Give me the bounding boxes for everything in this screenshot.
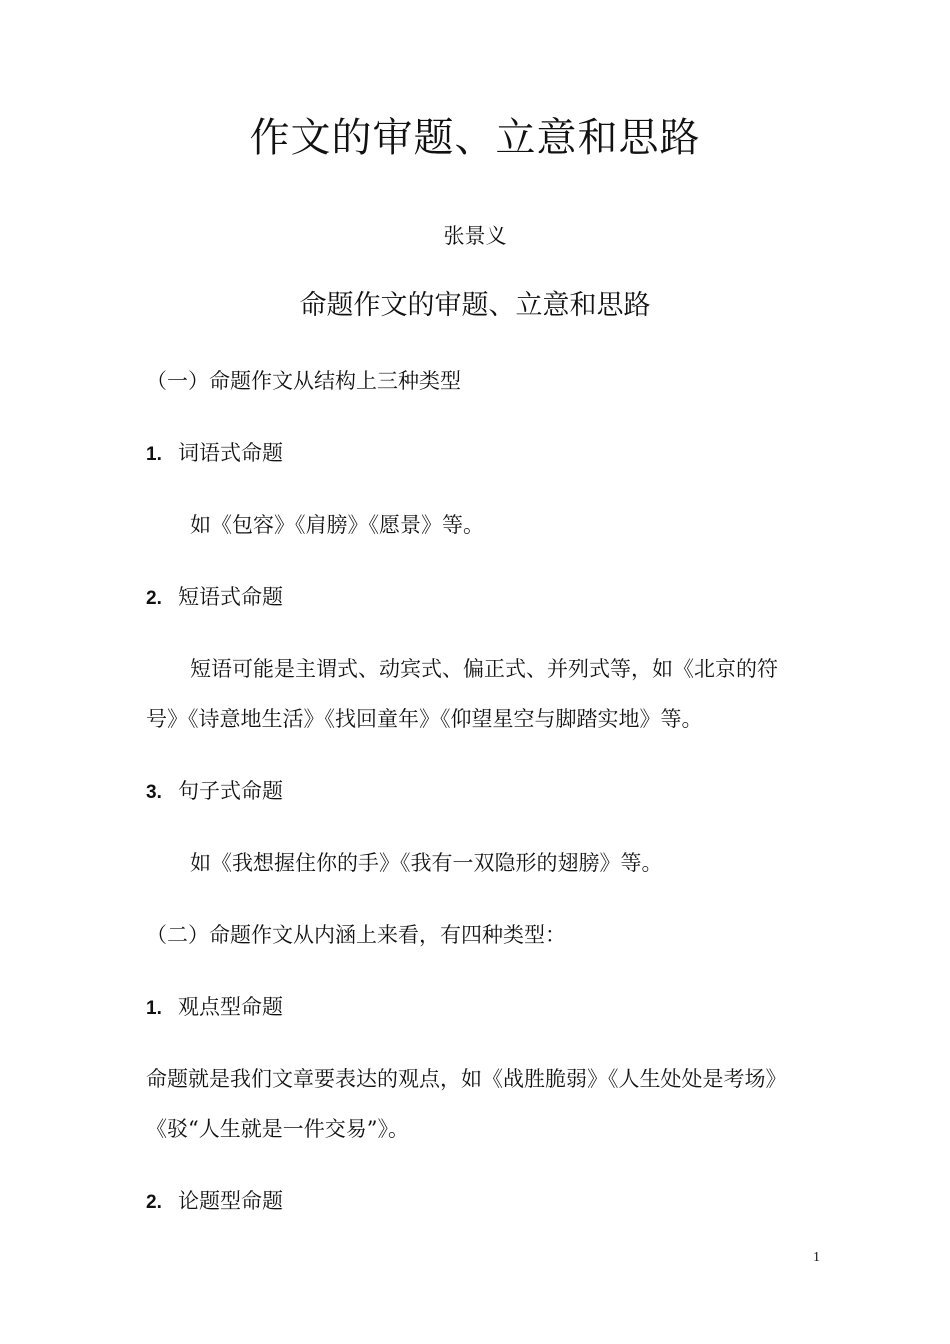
document-title: 作文的审题、立意和思路 xyxy=(249,115,701,161)
item-heading xyxy=(146,437,283,467)
item-number: 1. xyxy=(146,444,162,465)
document-subtitle: 命题作文的审题、立意和思路 xyxy=(299,290,651,321)
item-heading xyxy=(146,581,283,611)
section-heading-1: （一）命题作文从结构上三种类型 xyxy=(146,369,461,393)
paragraph-line: 短语可能是主谓式、动宾式、偏正式、并列式等，如《北京的符 xyxy=(190,657,778,681)
paragraph-line: 《驳“人生就是一件交易”》。 xyxy=(146,1117,409,1141)
item-heading xyxy=(146,775,283,805)
item-example: 如《我想握住你的手》《我有一双隐形的翅膀》等。 xyxy=(190,851,663,875)
item-heading xyxy=(146,991,283,1021)
author-name: 张景义 xyxy=(443,224,507,248)
paragraph-line: 号》《诗意地生活》《找回童年》《仰望星空与脚踏实地》等。 xyxy=(146,707,703,731)
item-title: 词语式命题 xyxy=(178,441,283,465)
item-number: 2. xyxy=(146,1192,162,1213)
item-number: 3. xyxy=(146,782,162,803)
section-heading-2: （二）命题作文从内涵上来看，有四种类型： xyxy=(146,923,566,947)
item-number: 2. xyxy=(146,588,162,609)
page-number: 1 xyxy=(813,1250,820,1265)
paragraph-line: 命题就是我们文章要表达的观点，如《战胜脆弱》《人生处处是考场》 xyxy=(146,1067,787,1091)
item-title: 句子式命题 xyxy=(178,779,283,803)
item-title: 短语式命题 xyxy=(178,585,283,609)
item-title: 论题型命题 xyxy=(178,1189,283,1213)
item-number: 1. xyxy=(146,998,162,1019)
item-title: 观点型命题 xyxy=(178,995,283,1019)
item-heading xyxy=(146,1185,283,1215)
item-example: 如《包容》《肩膀》《愿景》等。 xyxy=(190,513,484,537)
